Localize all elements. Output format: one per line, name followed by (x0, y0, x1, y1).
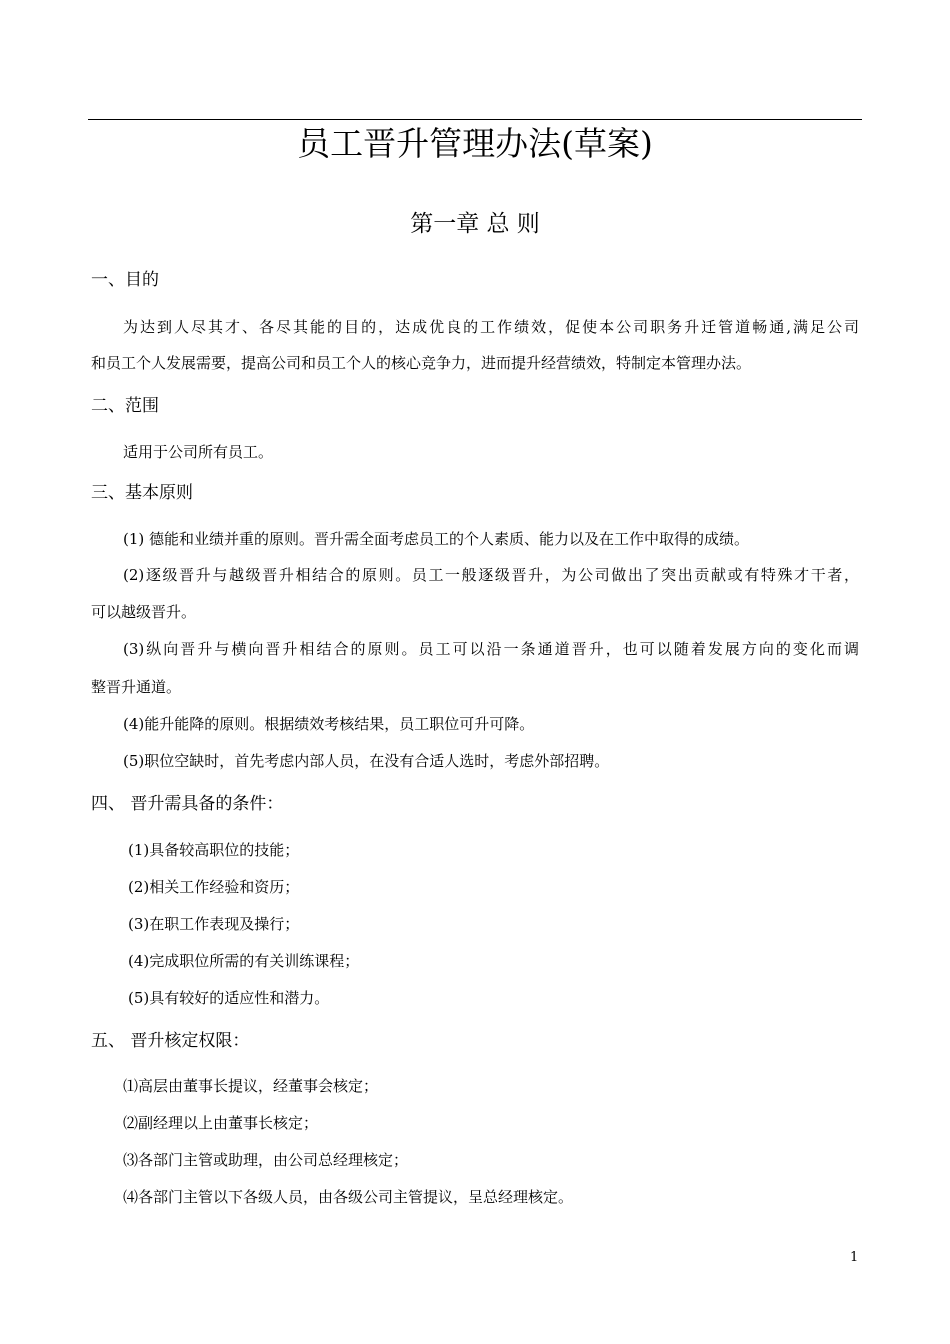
section-heading-authority: 五、 晋升核定权限： (91, 1031, 250, 1051)
list-item: (4)完成职位所需的有关训练课程； (128, 952, 360, 970)
section-heading-principles: 三、基本原则 (91, 483, 193, 503)
section-heading-conditions: 四、 晋升需具备的条件： (91, 794, 284, 814)
list-item: (1)具备较高职位的技能； (128, 841, 300, 859)
chapter-heading: 第一章 总 则 (410, 211, 540, 237)
paragraph-line: 和员工个人发展需要，提高公司和员工个人的核心竞争力，进而提升经营绩效，特制定本管理办法。 (91, 354, 752, 372)
list-item: (4)能升能降的原则。根据绩效考核结果，员工职位可升可降。 (123, 715, 535, 733)
paragraph-line: 为达到人尽其才、各尽其能的目的，达成优良的工作绩效，促使本公司职务升迁管道畅通,满足公司 (123, 318, 859, 336)
list-item: (5)具有较好的适应性和潜力。 (128, 989, 330, 1007)
paragraph-line: 适用于公司所有员工。 (123, 443, 274, 461)
page-number: 1 (850, 1250, 859, 1265)
list-item: (2)逐级晋升与越级晋升相结合的原则。员工一般逐级晋升，为公司做出了突出贡献或有特殊才干者， (123, 566, 859, 584)
section-heading-scope: 二、范围 (91, 396, 159, 416)
list-item-continuation: 整晋升通道。 (91, 678, 182, 696)
section-heading-purpose: 一、目的 (91, 270, 159, 290)
list-item: ⑷各部门主管以下各级人员，由各级公司主管提议，呈总经理核定。 (123, 1188, 574, 1206)
list-item: (3)在职工作表现及操行； (128, 915, 300, 933)
list-item-continuation: 可以越级晋升。 (91, 603, 197, 621)
top-rule (88, 119, 862, 120)
list-item: ⑶各部门主管或助理，由公司总经理核定； (123, 1151, 409, 1169)
list-item: (5)职位空缺时，首先考虑内部人员，在没有合适人选时，考虑外部招聘。 (123, 752, 610, 770)
list-item: (1) 德能和业绩并重的原则。晋升需全面考虑员工的个人素质、能力以及在工作中取得的成绩。 (123, 530, 750, 548)
document-title: 员工晋升管理办法(草案) (297, 124, 653, 163)
list-item: ⑴高层由董事长提议，经董事会核定； (123, 1077, 379, 1095)
list-item: (3)纵向晋升与横向晋升相结合的原则。员工可以沿一条通道晋升，也可以随着发展方向的变化而调 (123, 640, 859, 658)
list-item: (2)相关工作经验和资历； (128, 878, 300, 896)
list-item: ⑵副经理以上由董事长核定； (123, 1114, 319, 1132)
